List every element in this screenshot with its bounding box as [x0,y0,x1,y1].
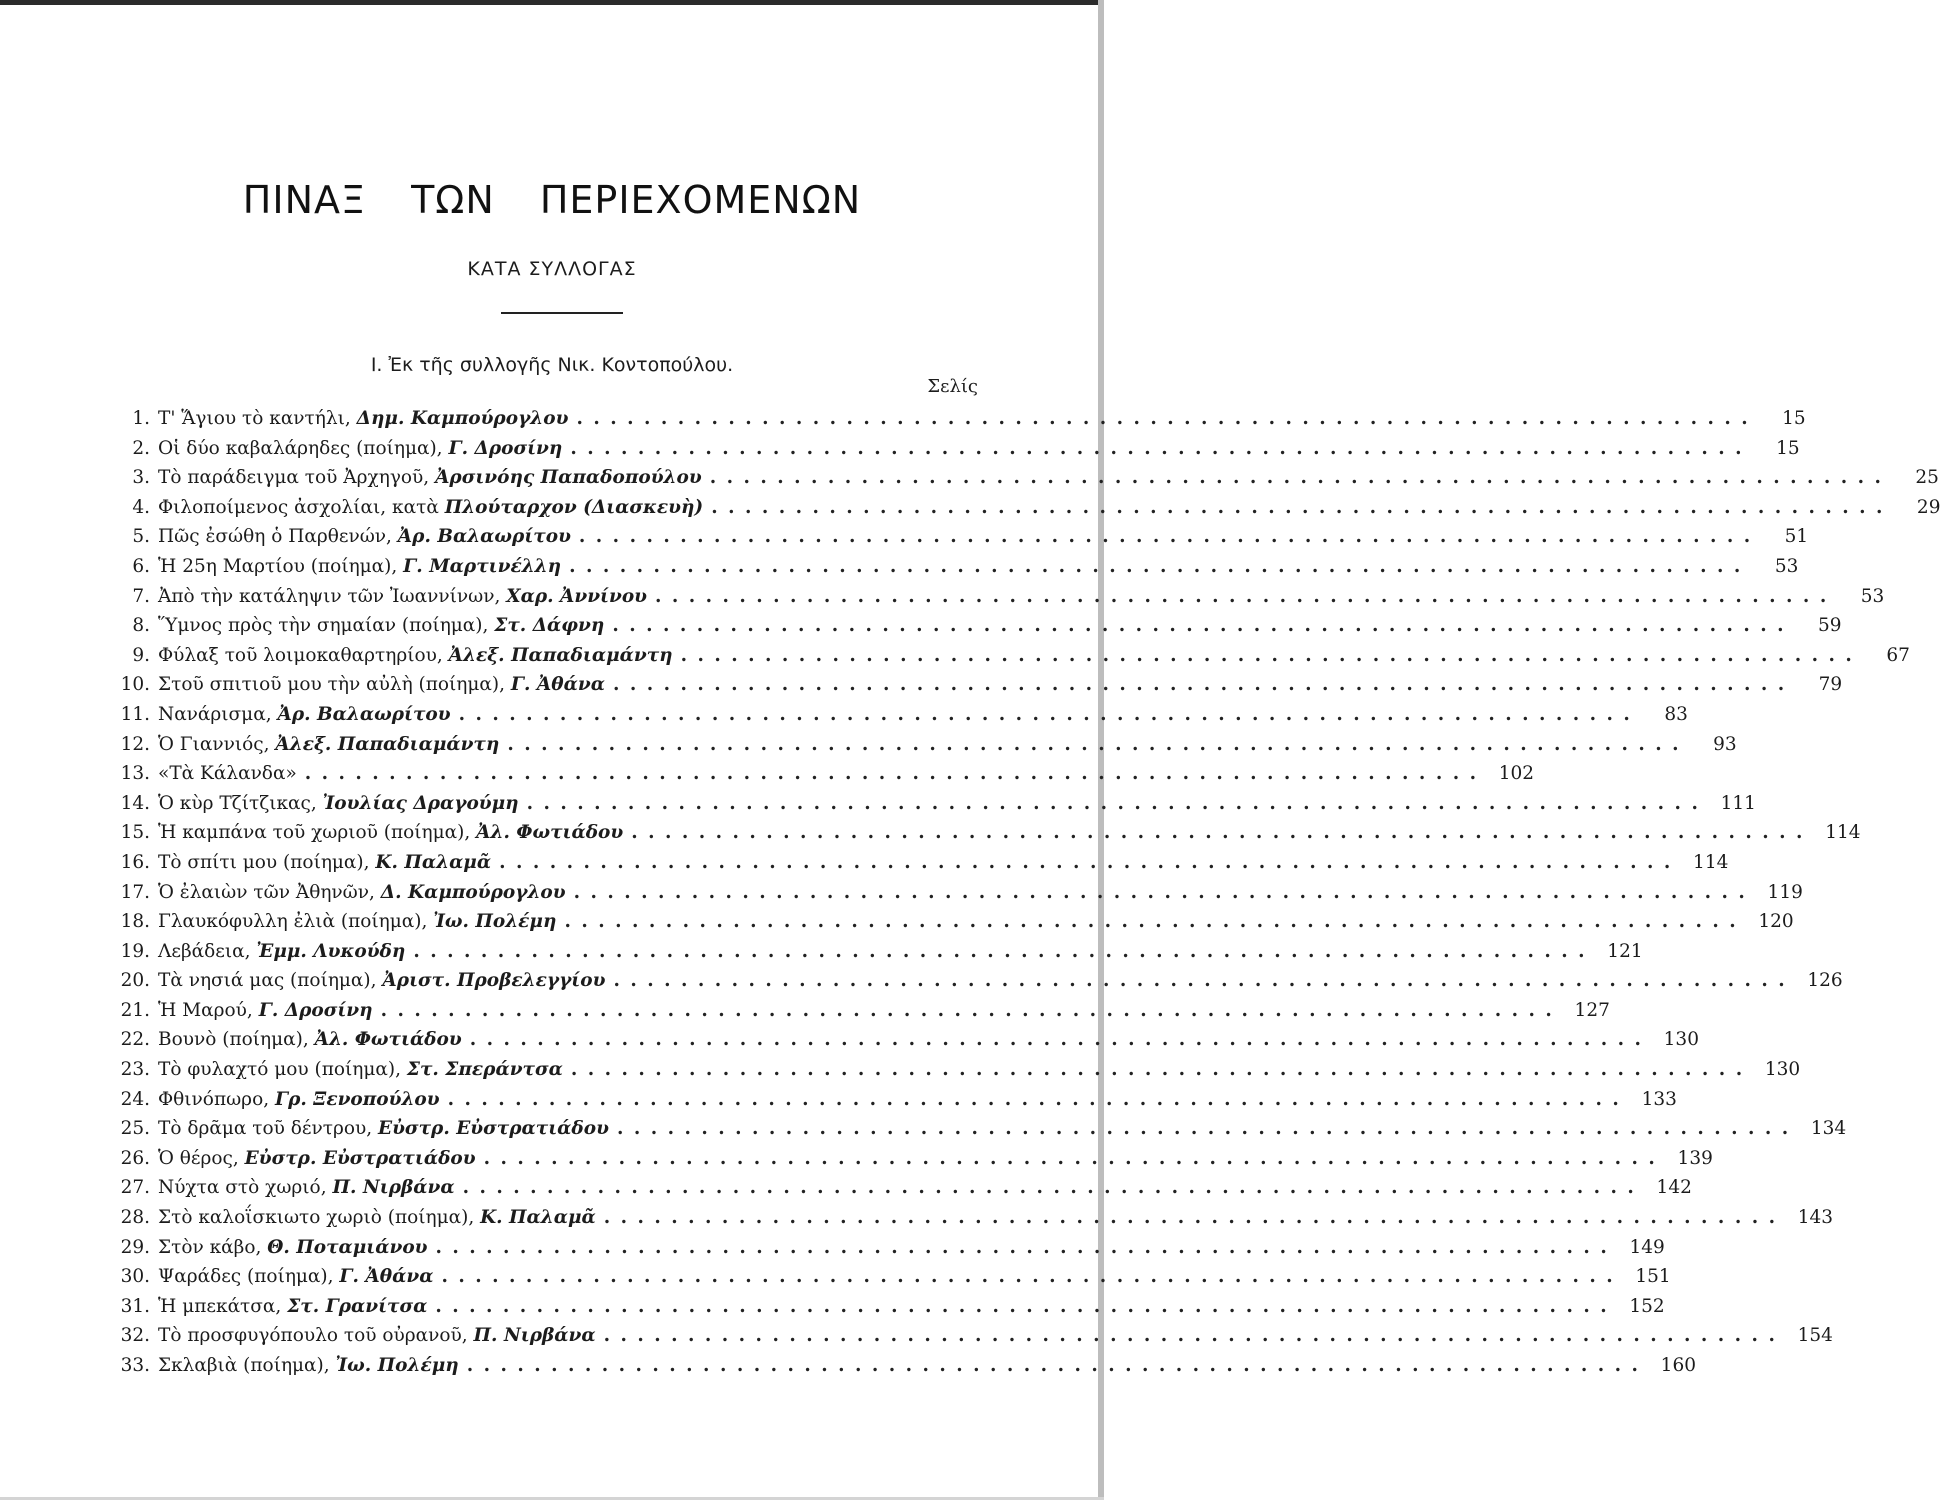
toc-entry [100,1114,1847,1144]
entry-number: 28. [120,1207,150,1229]
page-column-label: Σελίς [927,376,978,397]
toc-entry [100,759,1535,789]
entry-author: Γρ. Ξενοπούλου [274,1088,440,1110]
toc-entry [100,996,1610,1026]
dot-leader [576,404,1749,434]
entry-title: Ἀπὸ τὴν κατάληψιν τῶν Ἰωαννίνων, [158,585,501,607]
entry-number: 14. [120,792,150,814]
dot-leader [612,611,1785,641]
dot-leader [436,1233,1609,1263]
toc-entry [100,463,1939,493]
entry-title: Τὸ δρᾶμα τοῦ δέντρου, [158,1118,373,1140]
dot-leader [527,789,1700,819]
entry-page-number: 143 [1797,1207,1834,1229]
toc-entry [100,789,1756,819]
dot-leader [381,996,1554,1026]
entry-author: Κ. Παλαμᾶ [375,851,492,873]
entry-author: Ἰω. Πολέμη [335,1355,459,1376]
entry-page-number: 79 [1818,674,1843,696]
toc-entry [100,582,1885,612]
entry-title: Ἡ 25η Μαρτίου (ποίημα), [158,555,398,577]
entry-title: Ὕμνος πρὸς τὴν σημαίαν (ποίημα), [158,615,489,637]
entry-page-number: 25 [1915,467,1939,489]
entry-page-number: 127 [1574,999,1610,1021]
entry-page-number: 120 [1758,911,1794,933]
entry-title: Ὁ Γιαννιός, [158,733,270,755]
entry-page-number: 154 [1797,1325,1833,1347]
entry-number: 1. [132,408,150,429]
toc-entry [100,552,1799,582]
entry-text [158,759,297,789]
entry-title: Ψαράδες (ποίημα), [158,1266,334,1288]
entry-page-number: 149 [1629,1236,1665,1258]
toc-entry [100,670,1843,700]
entry-text [158,996,373,1026]
entry-page-number: 83 [1664,703,1688,725]
title-divider [501,312,623,314]
dot-leader [435,1292,1608,1322]
entry-page-number: 111 [1720,792,1756,814]
dot-leader [570,434,1743,464]
entry-title: Νανάρισμα, [158,703,272,725]
entry-title: Ὁ ἐλαιὼν τῶν Ἀθηνῶν, [158,881,375,903]
entry-author: Χαρ. Ἀννίνου [506,585,647,607]
toc-entry [100,1085,1677,1115]
entry-number: 6. [132,555,150,577]
entry-author: Γ. Μαρτινέλλη [403,555,562,577]
toc-entry [100,1144,1713,1174]
entry-number: 7. [132,585,150,607]
entry-title: Τὰ νησιά μας (ποίημα), [158,970,377,992]
entry-author: Εὐστρ. Εὐστρατιάδου [378,1118,609,1140]
entry-page-number: 119 [1767,881,1803,903]
entry-page-number: 114 [1825,822,1861,844]
dot-leader [613,670,1786,700]
dot-leader [711,493,1884,523]
entry-number: 15. [120,822,150,844]
entry-page-number: 93 [1713,733,1737,755]
entry-text [158,1085,440,1115]
entry-text [158,611,604,641]
entry-text [158,937,405,967]
dot-leader [499,848,1672,878]
entry-page-number: 142 [1656,1177,1692,1199]
entry-text [158,582,647,612]
entry-number: 24. [120,1088,150,1110]
entry-number: 13. [120,763,150,785]
toc-entry [100,404,1806,434]
entry-text [158,1173,455,1203]
toc-entry [100,434,1800,464]
dot-leader [631,818,1804,848]
entry-title: Βουνὸ (ποίημα), [158,1029,309,1051]
toc-entry [100,1292,1665,1322]
toc-entry [100,966,1843,996]
entry-page-number: 133 [1641,1088,1677,1110]
entry-author: Δημ. Καμπούρογλου [356,408,569,429]
entry-title: Γλαυκόφυλλη ἐλιὰ (ποίημα), [158,911,428,933]
entry-author: Δ. Καμπούρογλου [380,881,566,903]
entry-number: 5. [132,526,150,548]
entry-author: Ἀλεξ. Παπαδιαμάντη [275,733,500,755]
entry-text [158,1203,596,1233]
toc-entry [100,907,1794,937]
entry-title: Νύχτα στὸ χωριό, [158,1177,327,1199]
dot-leader [305,759,1478,789]
entry-title: Στοῦ σπιτιοῦ μου τὴν αὐλὴ (ποίημα), [158,674,506,696]
dot-leader [579,522,1752,552]
entry-page-number: 152 [1629,1295,1665,1317]
entry-number: 25. [120,1118,150,1140]
entry-title: Τὸ προσφυγόπουλο τοῦ οὐρανοῦ, [158,1325,468,1347]
entry-page-number: 59 [1818,615,1842,637]
entry-author: Ἰουλίας Δραγούμη [322,792,519,814]
entry-author: Γ. Ἀθάνα [510,674,605,696]
entry-text [158,670,605,700]
entry-number: 9. [132,644,150,666]
entry-author: Ἐμμ. Λυκούδη [256,940,406,962]
entry-author: Ἀρ. Βαλαωρίτου [397,526,571,548]
entry-number: 21. [120,999,150,1021]
entry-page-number: 126 [1807,970,1843,992]
toc-entry [100,818,1861,848]
entry-text [158,966,605,996]
entry-page-number: 114 [1693,851,1729,873]
dot-leader [574,878,1747,908]
toc-entry [100,848,1729,878]
dot-leader [604,1321,1777,1351]
entry-author: Πλούταρχον (Διασκευὴ) [444,496,704,518]
entry-number: 32. [120,1325,150,1347]
entry-page-number: 51 [1784,526,1809,548]
entry-author: Στ. Δάφνη [494,615,605,637]
toc-entry [100,878,1803,908]
toc-entry [100,611,1842,641]
toc-entry [100,1173,1692,1203]
entry-page-number: 151 [1635,1266,1671,1288]
entry-author: Γ. Δροσίνη [258,999,373,1021]
entry-author: Γ. Ἀθάνα [339,1266,434,1288]
entry-title: Ἡ καμπάνα τοῦ χωριοῦ (ποίημα), [158,822,471,844]
entry-author: Εὐστρ. Εὐστρατιάδου [244,1147,476,1169]
entry-number: 8. [132,615,150,637]
entry-title: Οἱ δύο καβαλάρηδες (ποίημα), [158,437,443,459]
dot-leader [467,1351,1640,1381]
dot-leader [413,937,1586,967]
entry-title: Λεβάδεια, [158,940,251,962]
entry-title: Ὁ κὺρ Τζίτζικας, [158,792,317,814]
entry-title: Ἡ Μαρού, [158,999,253,1021]
toc-entry [100,522,1809,552]
entry-number: 11. [120,703,150,725]
dot-leader [569,552,1742,582]
entry-number: 33. [120,1355,150,1376]
toc-entry [100,641,1910,671]
entry-text [158,1144,476,1174]
entry-title: Ἡ μπεκάτσα, [158,1295,282,1317]
dot-leader [459,700,1632,730]
toc-entry [100,1055,1801,1085]
entry-number: 12. [120,733,150,755]
dot-leader [564,907,1737,937]
page-subtitle: ΚΑΤΑ ΣΥΛΛΟΓΑΣ [467,258,637,280]
entry-text [158,730,499,760]
entry-text [158,463,702,493]
entry-number: 27. [120,1177,150,1199]
entry-author: Ἀλ. Φωτιάδου [476,822,624,844]
dot-leader [448,1085,1621,1115]
entry-number: 3. [132,467,150,489]
entry-author: Ἀλεξ. Παπαδιαμάντη [448,644,673,666]
entry-text [158,1114,609,1144]
table-of-contents [100,404,1940,1381]
entry-number: 10. [120,674,150,696]
entry-number: 26. [120,1147,150,1169]
entry-author: Ἀλ. Φωτιάδου [314,1029,462,1051]
entry-title: Τὸ παράδειγμα τοῦ Ἀρχηγοῦ, [158,467,430,489]
entry-number: 19. [120,940,150,962]
dot-leader [617,1114,1790,1144]
dot-leader [681,641,1854,671]
entry-author: Ἀριστ. Προβελεγγίου [382,970,606,992]
toc-entry [100,700,1688,730]
entry-text [158,1025,462,1055]
entry-author: Ἀρσινόης Παπαδοπούλου [435,467,702,489]
entry-number: 17. [120,881,150,903]
entry-number: 29. [120,1236,150,1258]
dot-leader [710,463,1883,493]
entry-text [158,848,491,878]
entry-page-number: 15 [1782,408,1806,429]
entry-text [158,522,571,552]
entry-page-number: 53 [1860,585,1885,607]
entry-author: Θ. Ποταμιάνου [267,1236,428,1258]
entry-title: Τὸ σπίτι μου (ποίημα), [158,851,370,873]
toc-entry [100,1262,1671,1292]
toc-entry [100,730,1737,760]
entry-number: 18. [120,911,150,933]
toc-entry [100,493,1940,523]
entry-title: Στὸ καλοΐσκιωτο χωριὸ (ποίημα), [158,1207,475,1229]
entry-page-number: 134 [1810,1118,1847,1140]
entry-author: Π. Νιρβάνα [473,1325,596,1347]
entry-text [158,1262,433,1292]
dot-leader [655,582,1828,612]
page-title: ΠΙΝΑΞ ΤΩΝ ΠΕΡΙΕΧΟΜΕΝΩΝ [242,178,862,222]
toc-entry [100,1233,1665,1263]
entry-text [158,818,623,848]
toc-entry [100,1203,1834,1233]
entry-text [158,1292,427,1322]
entry-title: Ὁ θέρος, [158,1147,239,1169]
entry-text [158,1351,459,1381]
toc-entry [100,1321,1833,1351]
entry-page-number: 67 [1886,644,1910,666]
entry-title: Φιλοποίμενος ἀσχολίαι, κατὰ [158,496,439,518]
entry-author: Ἀρ. Βαλαωρίτου [277,703,451,725]
entry-title: Τ' Ἅγιου τὸ καντήλι, [158,408,351,429]
entry-text [158,1321,596,1351]
entry-author: Στ. Γρανίτσα [287,1295,428,1317]
entry-page-number: 121 [1607,940,1643,962]
entry-number: 4. [132,496,150,518]
dot-leader [470,1025,1643,1055]
dot-leader [463,1173,1636,1203]
dot-leader [604,1203,1777,1233]
entry-page-number: 102 [1498,763,1535,785]
entry-author: Στ. Σπεράντσα [406,1059,563,1081]
entry-text [158,434,562,464]
entry-title: Φύλαξ τοῦ λοιμοκαθαρτηρίου, [158,644,443,666]
entry-page-number: 130 [1663,1029,1699,1051]
entry-text [158,404,568,434]
entry-title: Τὸ φυλαχτό μου (ποίημα), [158,1059,401,1081]
entry-text [158,907,556,937]
page-top-edge [0,0,1104,5]
entry-text [158,789,519,819]
entry-author: Π. Νιρβάνα [332,1177,455,1199]
entry-author: Γ. Δροσίνη [448,437,563,459]
entry-page-number: 160 [1660,1355,1696,1376]
entry-number: 20. [120,970,150,992]
entry-author: Ἰω. Πολέμη [433,911,557,933]
entry-text [158,1233,428,1263]
dot-leader [484,1144,1657,1174]
entry-page-number: 139 [1677,1147,1713,1169]
entry-text [158,878,566,908]
entry-number: 30. [120,1266,150,1288]
entry-page-number: 53 [1774,555,1799,577]
entry-number: 16. [120,851,150,873]
toc-entry [100,1351,1696,1381]
dot-leader [571,1055,1744,1085]
entry-number: 22. [120,1029,150,1051]
entry-title: Στὸν κάβο, [158,1236,262,1258]
entry-title: «Τὰ Κάλανδα» [158,763,297,785]
entry-number: 2. [132,437,150,459]
entry-number: 23. [120,1059,150,1081]
toc-entry [100,1025,1699,1055]
entry-page-number: 130 [1764,1059,1801,1081]
toc-entry [100,937,1643,967]
entry-text [158,700,451,730]
entry-title: Πῶς ἐσώθη ὁ Παρθενών, [158,526,392,548]
entry-text [158,1055,563,1085]
entry-title: Φθινόπωρο, [158,1088,270,1110]
entry-page-number: 29 [1916,496,1940,518]
entry-title: Σκλαβιὰ (ποίημα), [158,1355,330,1376]
entry-text [158,552,561,582]
entry-page-number: 15 [1776,437,1800,459]
entry-author: Κ. Παλαμᾶ [480,1207,596,1229]
dot-leader [441,1262,1614,1292]
entry-number: 31. [120,1295,150,1317]
dot-leader [613,966,1786,996]
entry-text [158,493,703,523]
dot-leader [507,730,1680,760]
entry-text [158,641,673,671]
section-heading: Ι. Ἐκ τῆς συλλογῆς Νικ. Κοντοπούλου. [370,354,734,376]
